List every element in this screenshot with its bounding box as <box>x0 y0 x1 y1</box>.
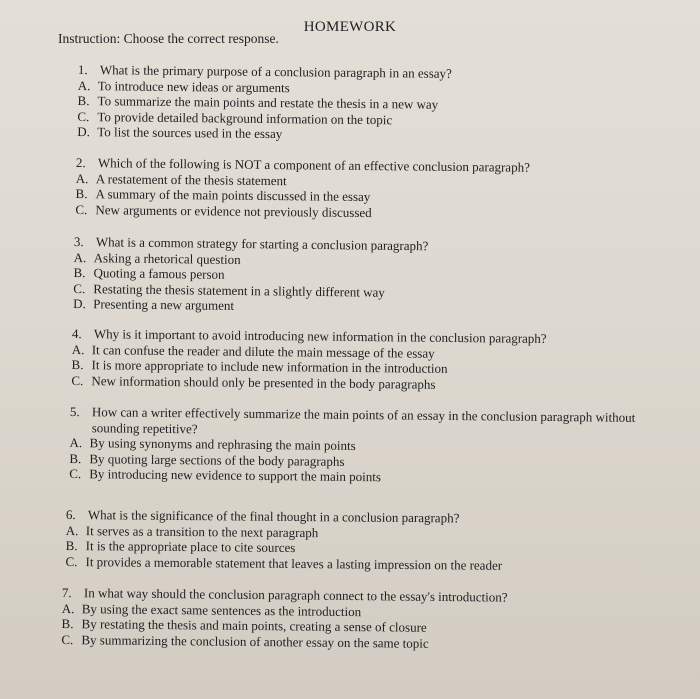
option-text: New information should only be presented in the body paragraphs <box>91 372 436 392</box>
option-letter: A. <box>65 522 79 538</box>
option-letter: C. <box>75 201 88 217</box>
question-7 <box>61 585 629 653</box>
question-text: Which of the following is NOT a component of an effective conclusion paragraph? <box>97 155 530 175</box>
instruction-text: Instruction: Choose the correct response. <box>58 31 279 46</box>
option-letter: B. <box>69 450 82 466</box>
question-number: 4. <box>71 326 82 342</box>
option-text: It provides a memorable statement that leaves a lasting impression on the reader <box>85 553 503 573</box>
question-text: What is the significance of the final thought in a conclusion paragraph? <box>87 507 460 526</box>
option-text: To summarize the main points and restate the thesis in a new way <box>97 93 439 112</box>
question-5 <box>69 404 652 488</box>
question-6 <box>65 507 633 574</box>
option-text: New arguments or evidence not previously discussed <box>95 201 372 220</box>
option-letter: A. <box>71 341 85 357</box>
question-text: In what way should the conclusion paragraph connect to the essay's introduction? <box>83 585 508 605</box>
question-text: What is a common strategy for starting a conclusion paragraph? <box>95 234 429 254</box>
question-number: 7. <box>61 585 72 601</box>
option-text: Presenting a new argument <box>93 296 235 313</box>
option-letter: B. <box>73 264 86 281</box>
option-text: By restating the thesis and main points, creating a sense of closure <box>81 616 427 635</box>
question-number: 2. <box>75 155 86 171</box>
option-letter: D. <box>73 295 86 312</box>
option-text: A restatement of the thesis statement <box>95 170 287 188</box>
option-text: Asking a rhetorical question <box>93 249 241 267</box>
option-letter: B. <box>77 92 90 109</box>
question-number: 3. <box>73 234 84 250</box>
option-letter: A. <box>77 77 91 93</box>
question-text: How can a writer effectively summarize the main points of an essay in the conclusion paragraph without sounding repetitive? <box>91 404 636 436</box>
question-number: 5. <box>69 404 80 420</box>
option-letter: A. <box>69 434 83 451</box>
question-text: What is the primary purpose of a conclusion paragraph in an essay? <box>99 62 452 81</box>
option-letter: C. <box>71 372 84 388</box>
option-text: It serves as a transition to the next paragraph <box>85 522 319 540</box>
option-letter: B. <box>75 185 88 202</box>
question-3 <box>73 234 641 318</box>
option-text: By introducing new evidence to support the main points <box>89 466 382 485</box>
option-letter: C. <box>65 553 78 569</box>
option-text: By using synonyms and rephrasing the main points <box>89 435 356 453</box>
option-letter: A. <box>73 249 87 265</box>
question-number: 1. <box>77 62 88 78</box>
option-text: It is the appropriate place to cite sources <box>85 538 296 556</box>
option-text: By quoting large sections of the body paragraphs <box>89 450 345 469</box>
option-letter: D. <box>77 123 90 140</box>
option-letter: B. <box>71 356 84 373</box>
option-text: It is more appropriate to include new information in the introduction <box>91 357 448 376</box>
option-letter: C. <box>61 631 74 647</box>
option-text: To introduce new ideas or arguments <box>97 77 290 95</box>
question-4 <box>71 326 639 394</box>
option-text: Restating the thesis statement in a slightly different way <box>93 280 385 300</box>
option-text: By summarizing the conclusion of another essay on the same topic <box>81 631 429 651</box>
option-letter: A. <box>75 170 89 186</box>
option-text: To provide detailed background information on the topic <box>97 108 393 127</box>
question-number: 6. <box>65 507 76 523</box>
option-letter: C. <box>73 280 86 296</box>
option-text: Quoting a famous person <box>93 265 225 282</box>
option-text: To list the sources used in the essay <box>97 124 283 142</box>
question-2 <box>75 155 643 223</box>
question-1 <box>77 62 645 145</box>
option-text: It can confuse the reader and dilute the main message of the essay <box>91 341 435 361</box>
option-letter: B. <box>65 537 78 554</box>
page-title: HOMEWORK <box>303 19 397 35</box>
option-text: A summary of the main points discussed in the essay <box>95 186 371 205</box>
option-letter: A. <box>61 600 75 616</box>
option-letter: B. <box>61 615 74 632</box>
option-text: By using the exact same sentences as the introduction <box>81 600 362 619</box>
option-letter: C. <box>77 108 90 124</box>
option-letter: C. <box>69 465 82 482</box>
question-text: Why is it important to avoid introducing new information in the conclusion paragraph? <box>93 326 547 346</box>
